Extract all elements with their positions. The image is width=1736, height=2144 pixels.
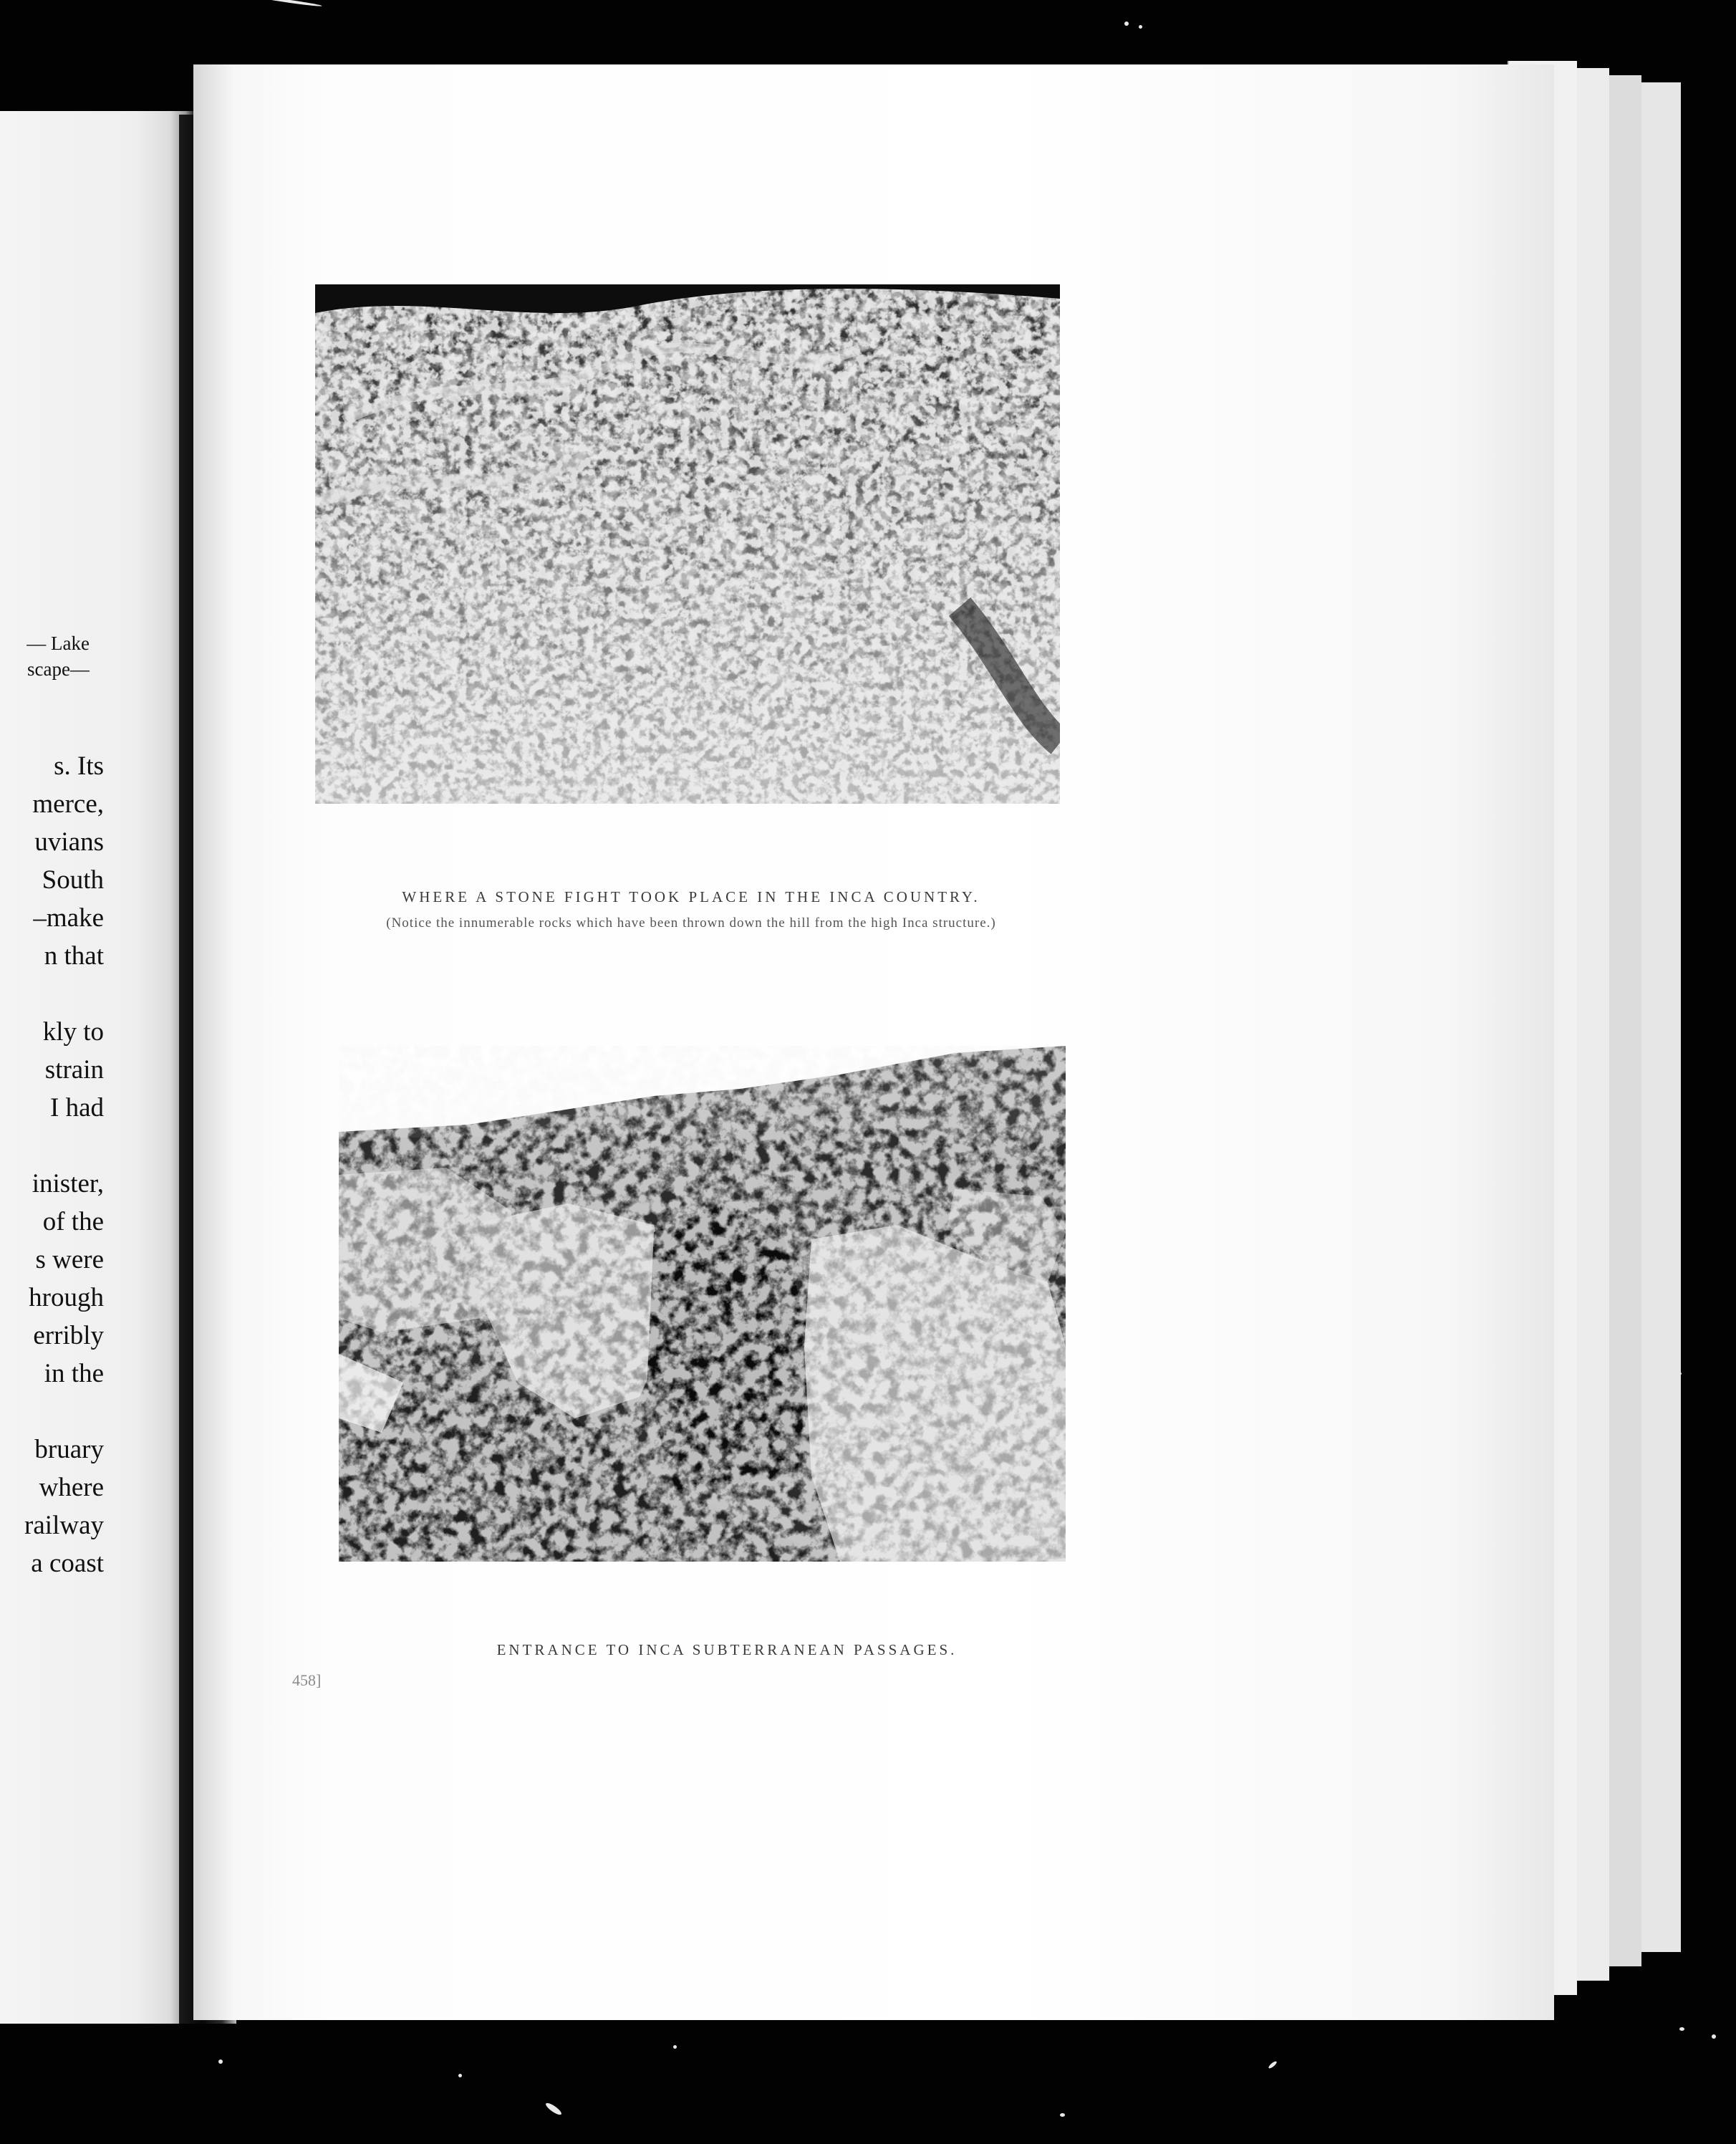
left-body-line: uvians — [34, 827, 104, 857]
photo-stone-fight-hillside — [315, 284, 1060, 804]
scan-speck — [1060, 2113, 1065, 2117]
left-body-line: s. Its — [54, 751, 104, 781]
left-body-line: railway — [24, 1511, 104, 1540]
left-body-line: where — [39, 1473, 104, 1502]
left-header-line: — Lake — [26, 633, 90, 654]
left-body-line: merce, — [32, 789, 104, 819]
scan-speck — [673, 2045, 677, 2049]
left-body-line: South — [42, 865, 104, 895]
page-folio: 458] — [292, 1671, 322, 1689]
left-body-line: a coast — [31, 1549, 104, 1578]
left-body-line: inister, — [32, 1169, 104, 1198]
left-page-header — [0, 630, 90, 682]
figure-2-caption: ENTRANCE TO INCA SUBTERRANEAN PASSAGES. — [496, 1641, 958, 1658]
photo-inca-passage-entrance — [339, 1046, 1066, 1562]
left-body-line — [0, 1393, 104, 1431]
left-body-line: in the — [44, 1359, 104, 1388]
scan-speck — [1124, 21, 1129, 26]
left-body-line — [0, 1127, 104, 1165]
figure-1-caption: WHERE A STONE FIGHT TOOK PLACE IN THE INCA COUNTRY. — [402, 888, 980, 905]
passage-photo-image — [339, 1046, 1066, 1562]
left-body-line: of the — [42, 1207, 104, 1236]
left-body-line: n that — [44, 941, 104, 971]
left-header-line: scape— — [27, 658, 90, 680]
hillside-photo-image — [315, 284, 1060, 804]
left-facing-page — [0, 111, 193, 2024]
figure-1-note: (Notice the innumerable rocks which have been thrown down the hill from the high Inca structure.) — [386, 915, 996, 931]
left-body-line — [0, 975, 104, 1013]
left-page-body — [0, 747, 104, 1582]
scan-speck — [458, 2074, 462, 2077]
scan-speck — [218, 2059, 223, 2064]
scan-speck — [1712, 2034, 1716, 2039]
left-body-line: kly to — [42, 1017, 104, 1047]
scan-speck — [1679, 2027, 1684, 2031]
scan-speck — [1139, 25, 1142, 29]
left-body-line: I had — [50, 1093, 104, 1123]
left-body-line: erribly — [33, 1321, 104, 1350]
left-body-line: –make — [33, 903, 104, 933]
left-body-line: bruary — [34, 1435, 104, 1464]
left-body-line: hrough — [29, 1283, 104, 1312]
left-body-line: strain — [44, 1055, 104, 1085]
left-body-line: s were — [35, 1245, 104, 1274]
